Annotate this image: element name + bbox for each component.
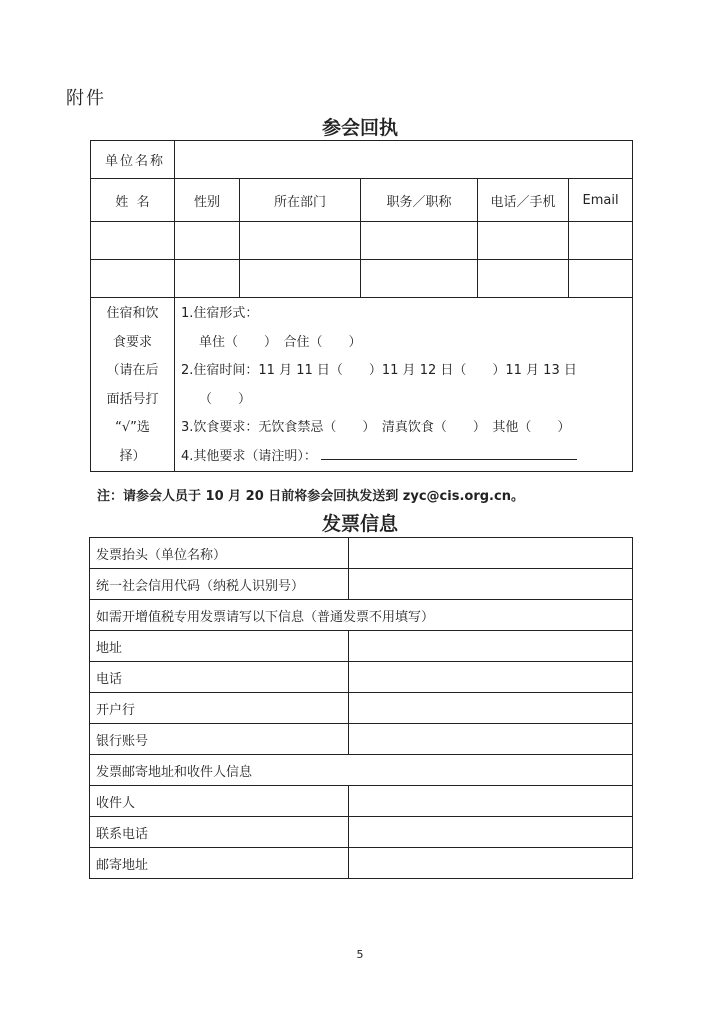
option-line[interactable]: （ ） bbox=[199, 391, 252, 407]
side-label-line: （请在后 bbox=[106, 363, 159, 378]
side-label-line: 择） bbox=[119, 448, 146, 464]
invoice-label: 发票抬头（单位名称） bbox=[90, 538, 349, 569]
invoice-label: 收件人 bbox=[90, 786, 349, 817]
option-line bbox=[181, 443, 632, 472]
side-label-line: 食要求 bbox=[112, 334, 152, 350]
invoice-row bbox=[90, 724, 633, 755]
attendee-gender-cell[interactable] bbox=[175, 260, 240, 298]
invoice-value-field[interactable] bbox=[349, 817, 633, 848]
invoice-row bbox=[90, 693, 633, 724]
attendee-row bbox=[91, 222, 633, 260]
attendee-name-cell[interactable] bbox=[91, 222, 175, 260]
side-label-line: 住宿和饮 bbox=[106, 306, 159, 321]
invoice-label: 统一社会信用代码（纳税人识别号） bbox=[90, 569, 349, 600]
accommodation-options bbox=[175, 298, 633, 472]
invoice-row bbox=[90, 569, 633, 600]
attendee-department-cell[interactable] bbox=[240, 260, 361, 298]
invoice-row bbox=[90, 786, 633, 817]
invoice-table bbox=[89, 537, 633, 879]
option-line[interactable]: 3.饮食要求：无饮食禁忌（ ） 清真饮食（ ） 其他（ ） bbox=[181, 420, 571, 435]
attendee-position-cell[interactable] bbox=[361, 260, 478, 298]
page-number: 5 bbox=[356, 948, 364, 961]
invoice-row bbox=[90, 631, 633, 662]
side-label-line: 面括号打 bbox=[106, 391, 159, 407]
accommodation-side-label bbox=[91, 298, 175, 472]
invoice-value-field[interactable] bbox=[349, 538, 633, 569]
other-requirements-label: 4.其他要求（请注明）： bbox=[181, 448, 317, 464]
option-line[interactable]: 单住（ ） 合住（ ） bbox=[199, 334, 362, 350]
header-phone: 电话／手机 bbox=[478, 179, 569, 222]
invoice-section-row bbox=[90, 755, 633, 786]
attachment-label: 附件 bbox=[66, 88, 106, 109]
invoice-label: 邮寄地址 bbox=[90, 848, 349, 879]
attendee-email-cell[interactable] bbox=[569, 260, 633, 298]
registration-table bbox=[90, 140, 633, 472]
header-email: Email bbox=[569, 179, 633, 222]
registration-title: 参会回执 bbox=[321, 117, 398, 139]
invoice-row bbox=[90, 817, 633, 848]
invoice-value-field[interactable] bbox=[349, 662, 633, 693]
invoice-value-field[interactable] bbox=[349, 631, 633, 662]
attendee-email-cell[interactable] bbox=[569, 222, 633, 260]
attendee-phone-cell[interactable] bbox=[478, 260, 569, 298]
invoice-value-field[interactable] bbox=[349, 786, 633, 817]
header-name: 姓 名 bbox=[91, 179, 175, 222]
invoice-label: 联系电话 bbox=[90, 817, 349, 848]
attendee-position-cell[interactable] bbox=[361, 222, 478, 260]
unit-name-field[interactable] bbox=[175, 141, 633, 179]
header-department: 所在部门 bbox=[240, 179, 361, 222]
attendee-name-cell[interactable] bbox=[91, 260, 175, 298]
invoice-label: 银行账号 bbox=[90, 724, 349, 755]
attendee-department-cell[interactable] bbox=[240, 222, 361, 260]
invoice-section-row bbox=[90, 600, 633, 631]
invoice-value-field[interactable] bbox=[349, 848, 633, 879]
invoice-label: 开户行 bbox=[90, 693, 349, 724]
other-requirements-field[interactable] bbox=[321, 447, 577, 460]
header-position: 职务／职称 bbox=[361, 179, 478, 222]
attendee-gender-cell[interactable] bbox=[175, 222, 240, 260]
invoice-section-label: 如需开增值税专用发票请写以下信息（普通发票不用填写） bbox=[90, 600, 633, 631]
attendee-phone-cell[interactable] bbox=[478, 222, 569, 260]
side-label-line: “√”选 bbox=[115, 420, 150, 435]
invoice-value-field[interactable] bbox=[349, 569, 633, 600]
option-line[interactable]: 2.住宿时间：11 月 11 日（ ）11 月 12 日（ ）11 月 13 日 bbox=[181, 363, 577, 378]
invoice-value-field[interactable] bbox=[349, 724, 633, 755]
invoice-label: 电话 bbox=[90, 662, 349, 693]
invoice-row bbox=[90, 848, 633, 879]
invoice-label: 地址 bbox=[90, 631, 349, 662]
invoice-row bbox=[90, 662, 633, 693]
invoice-title: 发票信息 bbox=[321, 513, 398, 535]
invoice-value-field[interactable] bbox=[349, 693, 633, 724]
invoice-row bbox=[90, 538, 633, 569]
attendee-row bbox=[91, 260, 633, 298]
header-gender: 性别 bbox=[175, 179, 240, 222]
submission-note: 注：请参会人员于 10 月 20 日前将参会回执发送到 zyc@cis.org.cn。 bbox=[97, 489, 524, 504]
invoice-section-label: 发票邮寄地址和收件人信息 bbox=[90, 755, 633, 786]
option-line: 1.住宿形式： bbox=[181, 306, 259, 321]
unit-name-label: 单位名称 bbox=[91, 141, 175, 179]
